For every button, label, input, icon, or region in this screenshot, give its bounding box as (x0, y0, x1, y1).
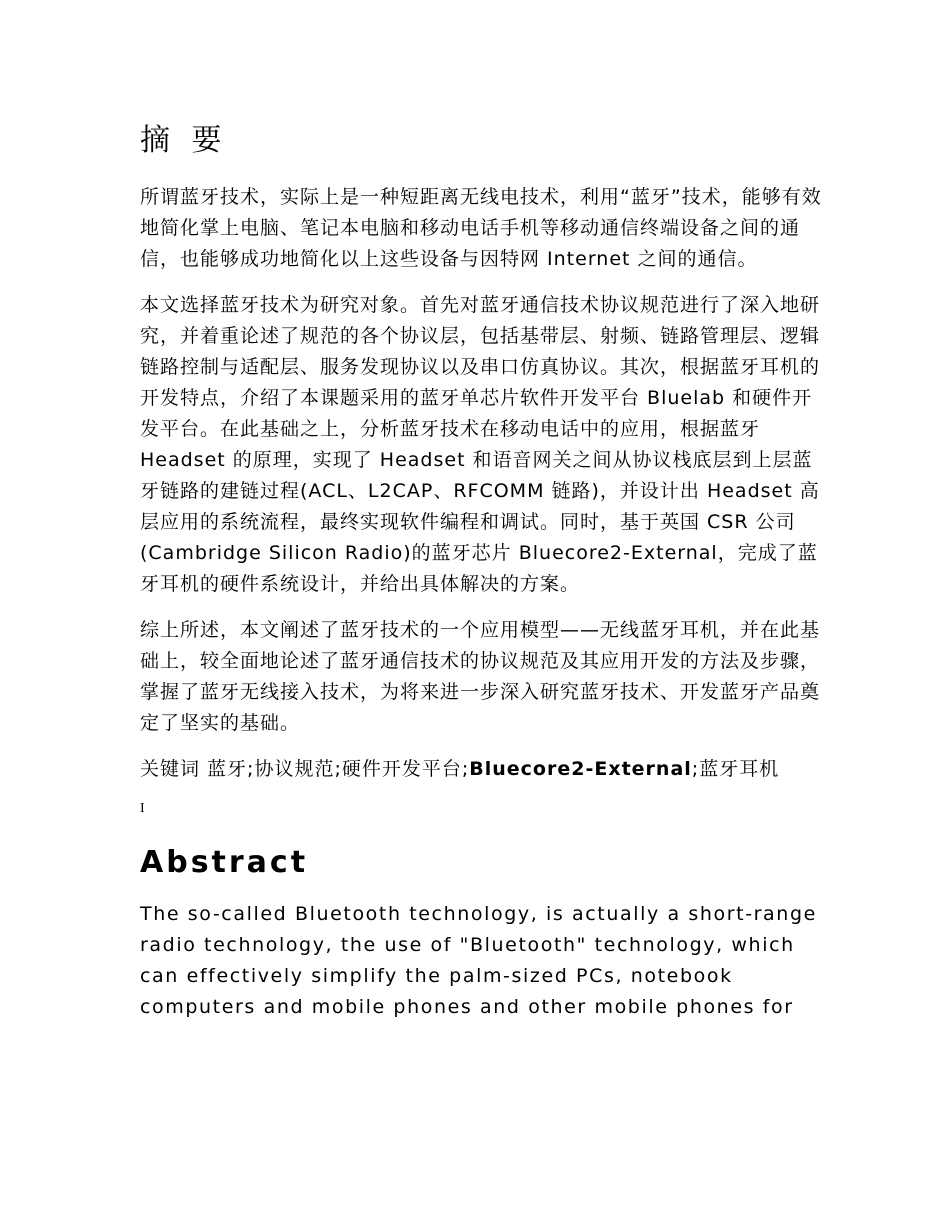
document-page (140, 118, 830, 1023)
abstract-paragraph-en: The so-called Bluetooth technology, is actually a short-range radio technology, the use of "Bluetooth" technology, which can effectively simplify the palm-sized PCs, notebook computers and mobile phones and other mobile phones for (140, 903, 817, 1018)
abstract-paragraph-3: 综上所述，本文阐述了蓝牙技术的一个应用模型——无线蓝牙耳机，并在此基础上，较全面地论述了蓝牙通信技术的协议规范及其应用开发的方法及步骤，掌握了蓝牙无线接入技术，为将来进一步深入研究蓝牙技术、开发蓝牙产品奠定了坚实的基础。 (140, 619, 821, 734)
keywords-text: 蓝牙;协议规范;硬件开发平台; (207, 758, 470, 780)
abstract-title-en: Abstract (140, 845, 309, 880)
keywords-text-tail: ;蓝牙耳机 (691, 758, 780, 780)
abstract-paragraph-2: 本文选择蓝牙技术为研究对象。首先对蓝牙通信技术协议规范进行了深入地研究，并着重论述了规范的各个协议层，包括基带层、射频、链路管理层、逻辑链路控制与适配层、服务发现协议以及串口仿真协议。其次，根据蓝牙耳机的开发特点，介绍了本课题采用的蓝牙单芯片软件开发平台 Bluelab 和硬件开发平台。在此基础之上，分析蓝牙技术在移动电话中的应用，根据蓝牙 Headset 的原理，实现了 Headset 和语音网关之间从协议栈底层到上层蓝牙链路的建链过程(ACL、L2CAP、RFCOMM 链路)，并设计出 Headset 高层应用的系统流程，最终实现软件编程和调试。同时，基于英国 CSR 公司(Cambridge Silicon Radio)的蓝牙芯片 Bluecore2-External，完成了蓝牙耳机的硬件系统设计，并给出具体解决的方案。 (140, 294, 821, 595)
abstract-title-cn: 摘 要 (140, 123, 228, 158)
keywords-label: 关键词 (140, 758, 208, 780)
keywords-line (140, 754, 830, 785)
keywords-bold-term: Bluecore2-External (469, 758, 692, 780)
page-number: I (140, 801, 145, 816)
abstract-paragraph-1: 所谓蓝牙技术，实际上是一种短距离无线电技术，利用“蓝牙”技术，能够有效地简化掌上电脑、笔记本电脑和移动电话手机等移动通信终端设备之间的通信，也能够成功地简化以上这些设备与因特网 Internet 之间的通信。 (140, 186, 822, 270)
